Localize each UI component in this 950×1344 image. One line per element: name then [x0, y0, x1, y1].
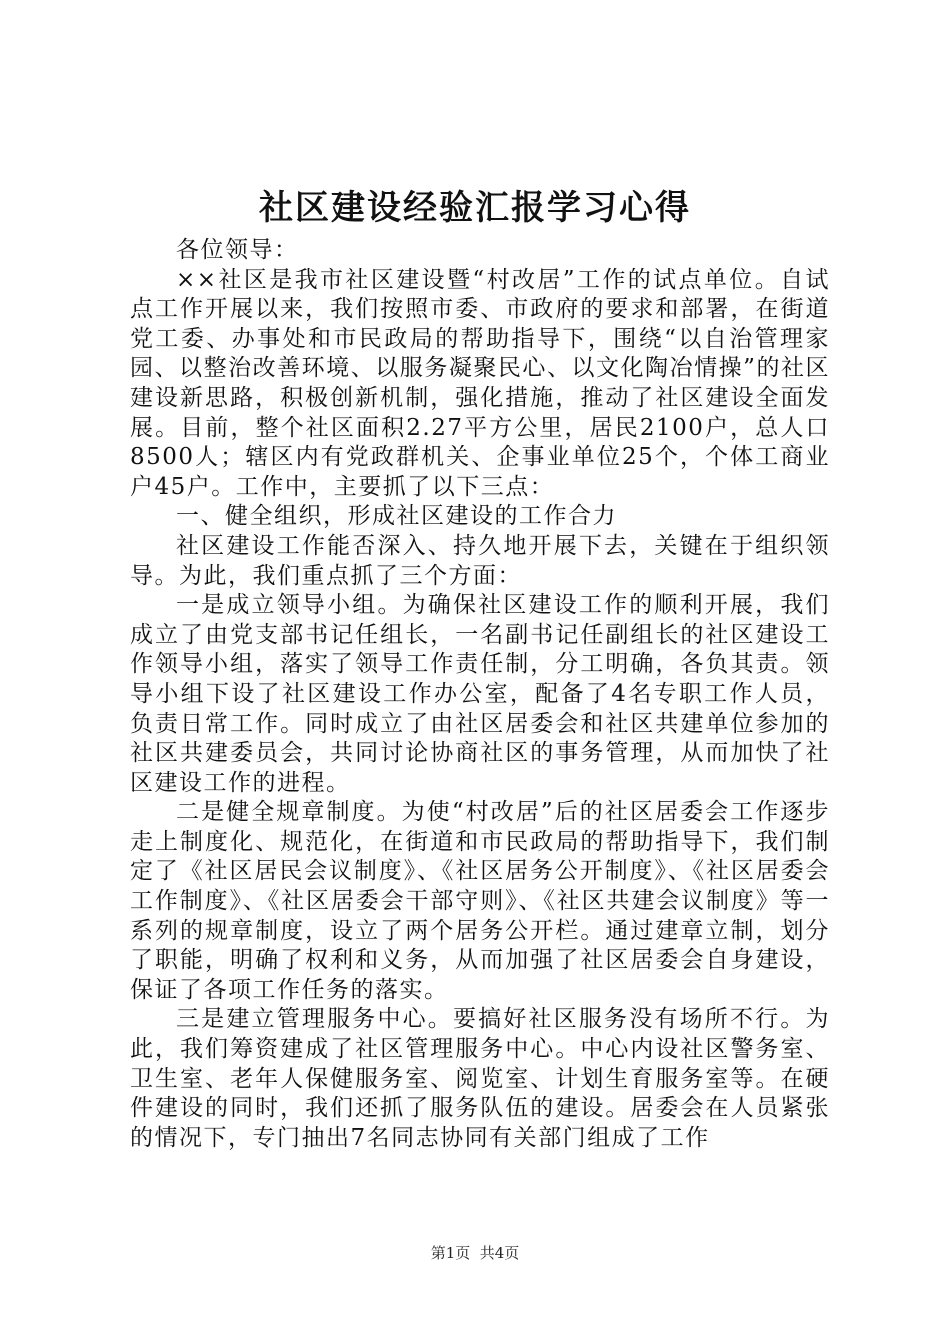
document-body — [130, 236, 830, 1153]
body-paragraph: 社区建设工作能否深入、持久地开展下去，关键在于组织领导。为此，我们重点抓了三个方面： — [130, 532, 830, 589]
page-footer — [0, 1243, 950, 1263]
body-paragraph: 三是建立管理服务中心。要搞好社区服务没有场所不行。为此，我们筹资建成了社区管理服务中心。中心内设社区警务室、卫生室、老年人保健服务室、阅览室、计划生育服务室等。在硬件建设的同时，我们还抓了服务队伍的建设。居委会在人员紧张的情况下，专门抽出7名同志协同有关部门组成了工作 — [130, 1006, 830, 1151]
page-number: 第1页 共4页 — [430, 1244, 520, 1262]
body-paragraph: ××社区是我市社区建设暨“村改居”工作的试点单位。自试点工作开展以来，我们按照市委、市政府的要求和部署，在街道党工委、办事处和市民政局的帮助指导下，围绕“以自治管理家园、以整治改善环境、以服务凝聚民心、以文化陶冶情操”的社区建设新思路，积极创新机制，强化措施，推动了社区建设全面发展。目前，整个社区面积2.27平方公里，居民2100户，总人口8500人；辖区内有党政群机关、企事业单位25个，个体工商业户45户。工作中，主要抓了以下三点： — [130, 266, 830, 500]
body-paragraph: 二是健全规章制度。为使“村改居”后的社区居委会工作逐步走上制度化、规范化，在街道和市民政局的帮助指导下，我们制定了《社区居民会议制度》、《社区居务公开制度》、《社区居委会工作制度》、《社区居委会干部守则》、《社区共建会议制度》等一系列的规章制度，设立了两个居务公开栏。通过建章立制，划分了职能，明确了权利和义务，从而加强了社区居委会自身建设，保证了各项工作任务的落实。 — [130, 799, 830, 1003]
section-heading: 一、健全组织，形成社区建设的工作合力 — [176, 503, 617, 530]
salutation: 各位领导： — [176, 237, 299, 263]
body-paragraph: 一是成立领导小组。为确保社区建设工作的顺利开展，我们成立了由党支部书记任组长，一名副书记任副组长的社区建设工作领导小组，落实了领导工作责任制，分工明确，各负其责。领导小组下设了社区建设工作办公室，配备了4名专职工作人员，负责日常工作。同时成立了由社区居委会和社区共建单位参加的社区共建委员会，共同讨论协商社区的事务管理，从而加快了社区建设工作的进程。 — [130, 592, 830, 796]
document-title: 社区建设经验汇报学习心得 — [259, 188, 691, 228]
